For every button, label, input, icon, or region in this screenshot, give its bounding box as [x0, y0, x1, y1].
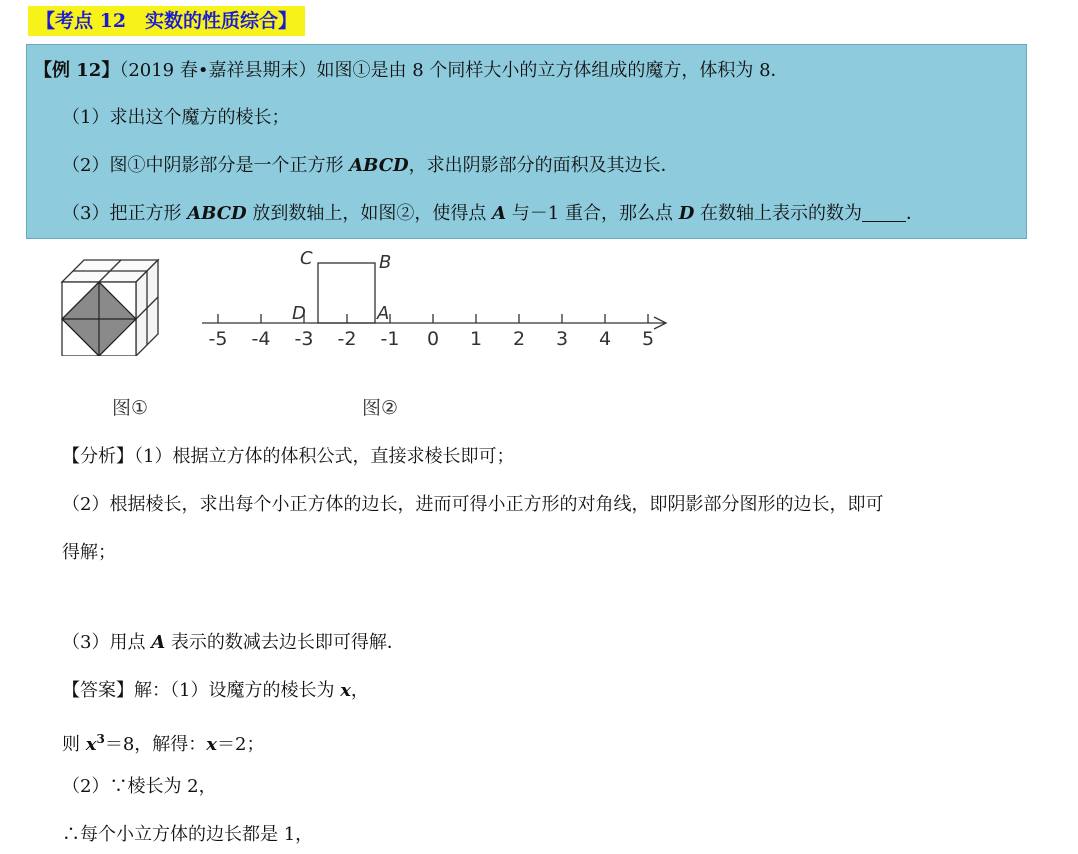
figure-1-cube — [58, 256, 162, 356]
question-2-prefix: （2）图①中阴影部分是一个正方形 — [62, 155, 350, 176]
label-B: B — [379, 252, 392, 273]
answer-line-2-b: ＝8，解得： — [104, 734, 207, 755]
label-D: D — [292, 303, 306, 324]
axis-tick-label: 1 — [469, 328, 483, 350]
figure-2-caption: 图② — [362, 397, 399, 419]
example-source: （2019 春•嘉祥县期末） — [119, 60, 317, 81]
question-3-var1: ABCD — [187, 203, 247, 224]
figure-1-caption: 图① — [112, 397, 149, 419]
example-intro: 如图①是由 8 个同样大小的立方体组成的魔方，体积为 8． — [316, 60, 789, 81]
label-A: A — [377, 303, 390, 324]
question-2 — [62, 153, 679, 179]
question-3-mid1: 放到数轴上，如图②，使得点 — [246, 203, 493, 224]
axis-tick-label: 3 — [555, 328, 569, 350]
analysis-line-4-prefix: （3）用点 — [62, 632, 152, 653]
answer-line-2-sup: 3 — [96, 732, 105, 746]
answer-line-1-suffix: ， — [350, 680, 369, 701]
axis-tick-label: -5 — [208, 328, 228, 350]
question-3-var2: A — [492, 203, 507, 224]
figure-2-number-line — [196, 246, 676, 356]
axis-tick-label: 5 — [641, 328, 655, 350]
answer-line-3: （2）∵棱长为 2， — [62, 776, 217, 797]
answer-blank — [862, 203, 906, 222]
axis-tick-label: -4 — [251, 328, 271, 350]
analysis-line-4 — [62, 630, 405, 656]
question-3 — [62, 201, 924, 227]
example-tag: 【例 12】 — [34, 60, 120, 81]
axis-tick-label: 2 — [512, 328, 526, 350]
answer-line-2-c: ＝2； — [217, 734, 265, 755]
answer-line-2-var: x — [85, 734, 97, 755]
example-intro-line — [34, 58, 789, 84]
question-3-end: ． — [906, 203, 925, 224]
analysis-line-4-suffix: 表示的数减去边长即可得解． — [165, 632, 405, 653]
answer-line-1-var: x — [340, 680, 351, 701]
axis-tick-label: 0 — [426, 328, 440, 350]
answer-line-2 — [62, 726, 264, 758]
analysis-line-2: （2）根据棱长，求出每个小正方体的边长，进而可得小正方形的对角线，即阴影部分图形的边长，即可 — [62, 494, 884, 515]
analysis-line-1: 【分析】（1）根据立方体的体积公式，直接求棱长即可； — [62, 446, 515, 467]
question-3-mid2: 与－1 重合，那么点 — [506, 203, 679, 224]
answer-line-1 — [62, 678, 369, 704]
question-3-mid3: 在数轴上表示的数为 — [694, 203, 863, 224]
answer-line-2-a: 则 — [62, 734, 86, 755]
answer-line-2-var2: x — [206, 734, 218, 755]
axis-tick-label: 4 — [598, 328, 612, 350]
answer-line-1-prefix: 【答案】解：（1）设魔方的棱长为 — [62, 680, 341, 701]
question-3-prefix: （3）把正方形 — [62, 203, 188, 224]
analysis-line-4-var: A — [151, 632, 166, 653]
question-2-suffix: ，求出阴影部分的面积及其边长． — [408, 155, 679, 176]
topic-title: 【考点 12 实数的性质综合】 — [28, 6, 305, 36]
label-C: C — [300, 248, 313, 269]
question-3-var3: D — [678, 203, 695, 224]
answer-line-4: ∴每个小立方体的边长都是 1， — [62, 824, 314, 845]
axis-tick-label: -2 — [337, 328, 357, 350]
analysis-line-3: 得解； — [62, 542, 116, 563]
question-1: （1）求出这个魔方的棱长； — [62, 107, 290, 128]
question-2-var: ABCD — [349, 155, 409, 176]
axis-tick-label: -3 — [294, 328, 314, 350]
axis-tick-label: -1 — [380, 328, 400, 350]
